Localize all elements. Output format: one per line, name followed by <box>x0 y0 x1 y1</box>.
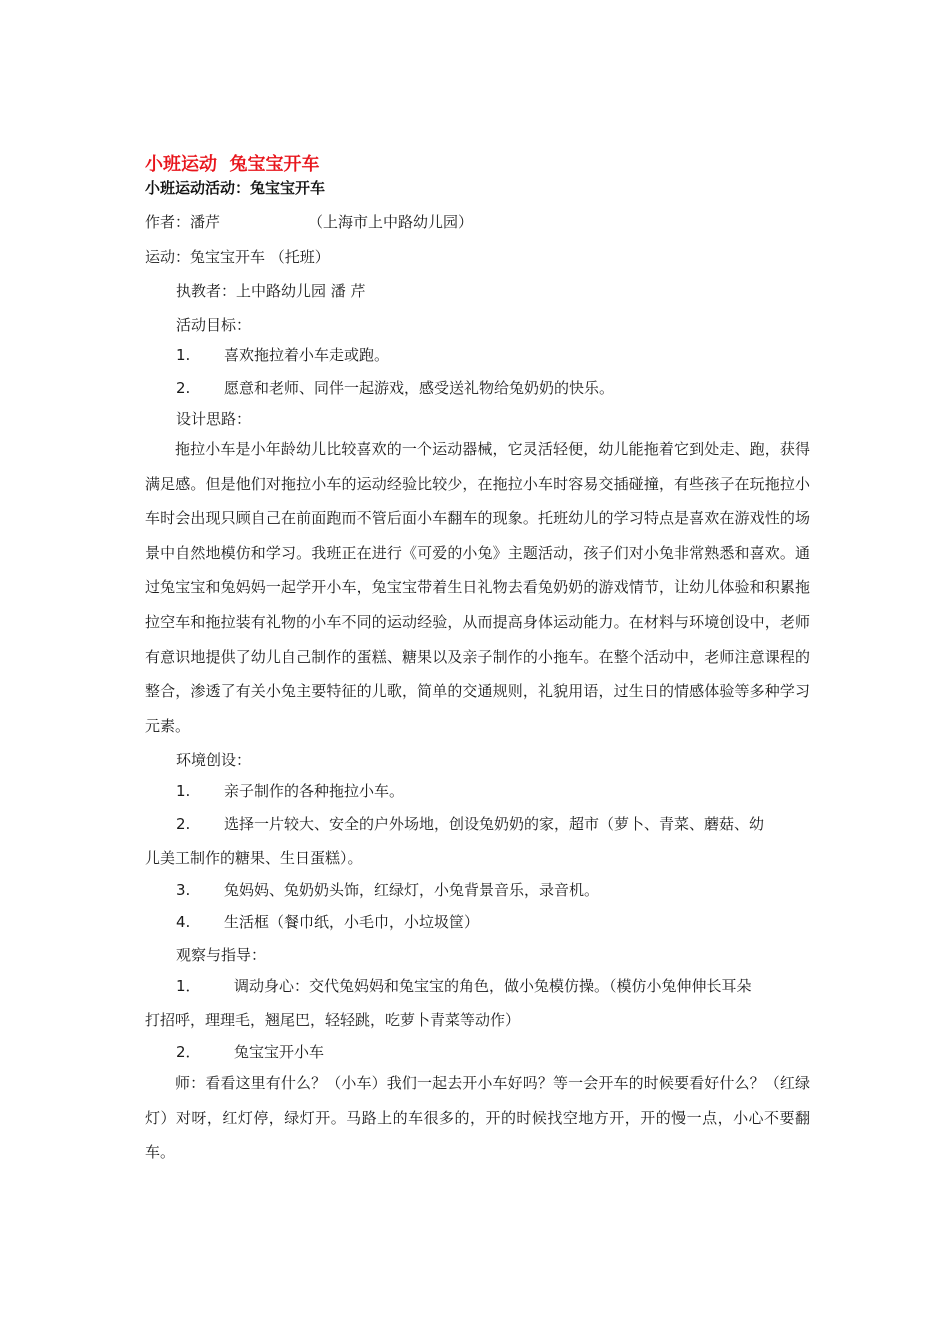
guidance-item-continuation: 打招呼，理理毛，翘尾巴，轻轻跳，吃萝卜青菜等动作） <box>145 1011 521 1029</box>
executor-line: 执教者：上中路幼儿园 潘 芹 <box>176 282 366 300</box>
goals-heading: 活动目标： <box>176 316 252 334</box>
design-heading: 设计思路： <box>176 410 252 428</box>
document-subtitle: 小班运动活动：兔宝宝开车 <box>145 179 326 197</box>
guidance-item-number: 1． <box>176 977 201 995</box>
goal-item <box>176 345 389 365</box>
environment-item-continuation: 儿美工制作的糖果、生日蛋糕）。 <box>145 849 363 867</box>
environment-item-number: 2. <box>176 815 191 833</box>
environment-item-number: 1. <box>176 782 191 800</box>
goal-item-number: 2. <box>176 379 191 397</box>
teacher-paragraph: 师：看看这里有什么？（小车）我们一起去开小车好吗？等一会开车的时候要看好什么？（红绿灯）对呀，红灯停，绿灯开。马路上的车很多的，开的时候找空地方开，开的慢一点，小心不要翻车。 <box>145 1074 810 1162</box>
guidance-item <box>176 976 752 996</box>
author-line <box>145 212 473 232</box>
author-name: 作者：潘芹 <box>145 213 221 231</box>
document-title: 小班运动 兔宝宝开车 <box>145 154 320 175</box>
activity-line: 运动：兔宝宝开车 （托班） <box>145 248 330 266</box>
environment-item <box>176 880 599 900</box>
environment-item-text: 兔妈妈、兔奶奶头饰，红绿灯，小兔背景音乐，录音机。 <box>224 881 600 899</box>
environment-item-text: 选择一片较大、安全的户外场地，创设兔奶奶的家，超市（萝卜、青菜、蘑菇、幼 <box>224 815 765 833</box>
goal-item-text: 愿意和老师、同伴一起游戏，感受送礼物给兔奶奶的快乐。 <box>224 379 615 397</box>
environment-item <box>176 814 764 834</box>
guidance-item-text: 调动身心：交代兔妈妈和兔宝宝的角色，做小兔模仿操。（模仿小兔伸伸长耳朵 <box>234 977 752 995</box>
environment-item-text: 生活框（餐巾纸，小毛巾，小垃圾筐） <box>224 913 480 931</box>
environment-item <box>176 912 479 932</box>
environment-item <box>176 781 404 801</box>
guidance-item-number: 2． <box>176 1043 201 1061</box>
environment-item-text: 亲子制作的各种拖拉小车。 <box>224 782 405 800</box>
goal-item-number: 1. <box>176 346 191 364</box>
environment-heading: 环境创设： <box>176 751 252 769</box>
environment-item-number: 3. <box>176 881 191 899</box>
environment-item-number: 4. <box>176 913 191 931</box>
guidance-item-text: 兔宝宝开小车 <box>234 1043 325 1061</box>
goal-item-text: 喜欢拖拉着小车走或跑。 <box>224 346 390 364</box>
author-org: （上海市上中路幼儿园） <box>308 213 474 231</box>
goal-item <box>176 378 614 398</box>
guidance-heading: 观察与指导： <box>176 946 267 964</box>
guidance-item <box>176 1042 324 1062</box>
design-paragraph: 拖拉小车是小年龄幼儿比较喜欢的一个运动器械，它灵活轻便，幼儿能拖着它到处走、跑，获得满足感。但是他们对拖拉小车的运动经验比较少，在拖拉小车时容易交插碰撞，有些孩子在玩拖拉小车时会出现只顾自己在前面跑而不管后面小车翻车的现象。托班幼儿的学习特点是喜欢在游戏性的场景中自然地模仿和学习。我班正在进行《可爱的小兔》主题活动，孩子们对小兔非常熟悉和喜欢。通过兔宝宝和兔妈妈一起学开小车，兔宝宝带着生日礼物去看兔奶奶的游戏情节，让幼儿体验和积累拖拉空车和拖拉装有礼物的小车不同的运动经验，从而提高身体运动能力。在材料与环境创设中，老师有意识地提供了幼儿自己制作的蛋糕、糖果以及亲子制作的小拖车。在整个活动中，老师注意课程的整合，渗透了有关小兔主要特征的儿歌，简单的交通规则，礼貌用语，过生日的情感体验等多种学习元素。 <box>145 440 810 735</box>
